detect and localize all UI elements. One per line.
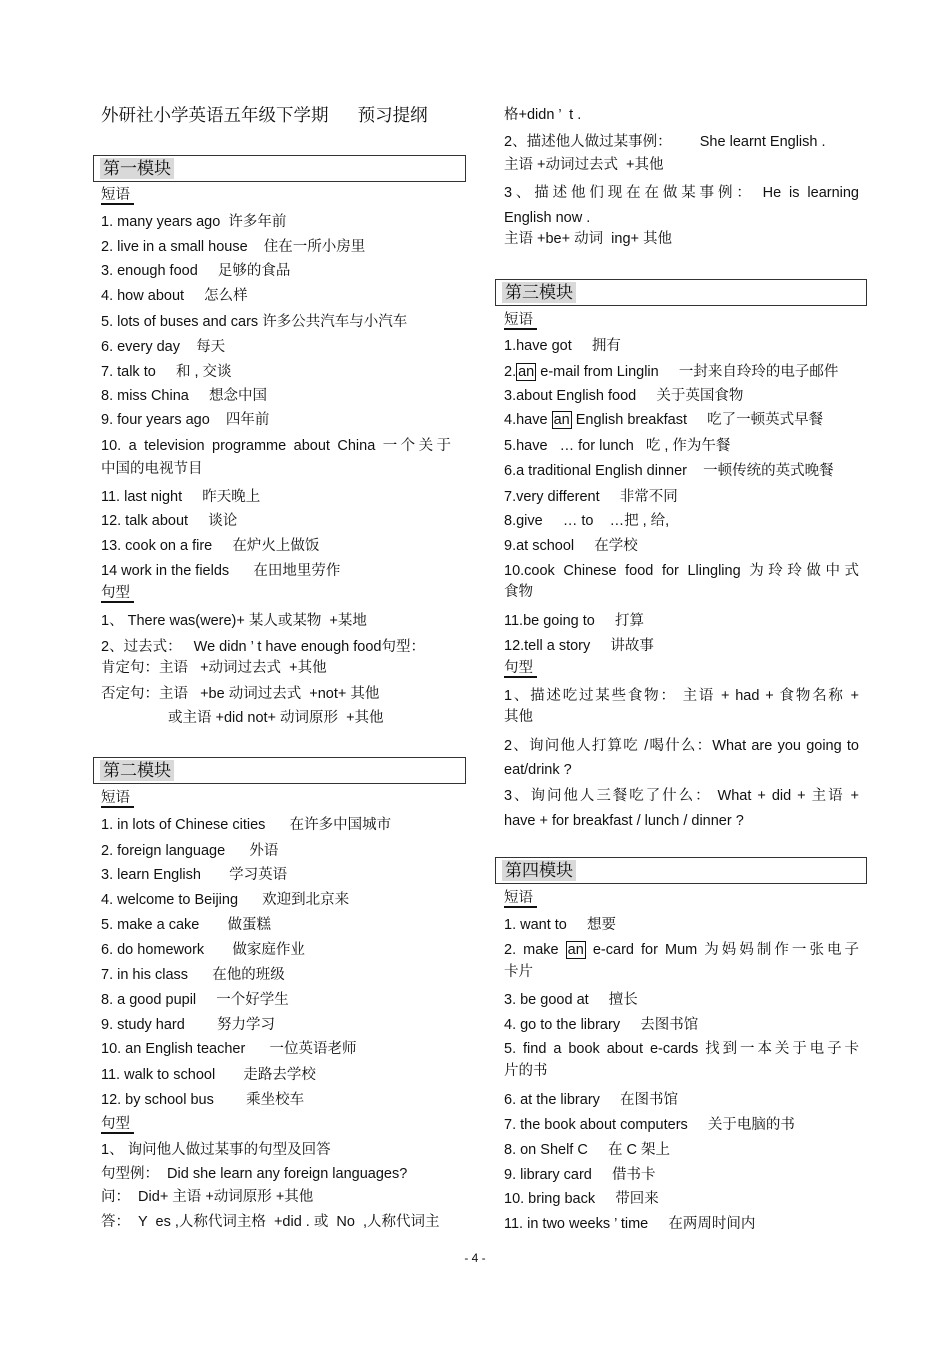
- phrase-line: 7. in his class 在他的班级: [101, 967, 285, 983]
- phrase-line: 10. a television programme about China 一个关于: [101, 438, 451, 454]
- line-text: e-card for Mum 为妈妈制作一张电子: [585, 942, 860, 958]
- phrase-line: 11.be going to 打算: [504, 613, 644, 629]
- pattern-line: 2、询问他人打算吃 /喝什么：What are you going to: [504, 738, 859, 754]
- module-heading-box: [495, 279, 867, 306]
- phrases-label-text: 短语: [101, 187, 134, 205]
- pattern-line: 其他: [504, 709, 533, 725]
- phrase-line: 食物: [504, 584, 533, 600]
- line-text: 4.have: [504, 412, 552, 428]
- phrase-line: 9. library card 借书卡: [504, 1167, 656, 1183]
- phrases-label: [504, 310, 537, 330]
- module-heading-box: [495, 857, 867, 884]
- phrase-line: [504, 410, 823, 430]
- phrase-line: 1. want to 想要: [504, 917, 617, 933]
- pattern-line: 格+didn ’ t .: [504, 107, 582, 123]
- phrase-line: 6. at the library 在图书馆: [504, 1092, 679, 1108]
- patterns-label-text: 句型: [101, 585, 134, 603]
- phrase-line: 9.at school 在学校: [504, 538, 638, 554]
- phrase-line: 7. talk to 和 , 交谈: [101, 364, 232, 380]
- phrase-line: 2. live in a small house 住在一所小房里: [101, 239, 366, 255]
- phrase-line: 14 work in the fields 在田地里劳作: [101, 563, 341, 579]
- line-text: 2.: [504, 364, 517, 380]
- phrase-line: 12. by school bus 乘坐校车: [101, 1092, 305, 1108]
- line-text: English breakfast 吃了一顿英式早餐: [571, 412, 824, 428]
- module-heading: 第二模块: [100, 760, 174, 781]
- phrase-line: 4. go to the library 去图书馆: [504, 1017, 699, 1033]
- phrase-line: 5. make a cake 做蛋糕: [101, 917, 272, 933]
- phrase-line: 1. many years ago 许多年前: [101, 214, 287, 230]
- phrase-line: 8. on Shelf C 在 C 架上: [504, 1142, 670, 1158]
- phrases-label: [101, 185, 134, 205]
- phrase-line: 12.tell a story 讲故事: [504, 638, 654, 654]
- phrase-line: 片的书: [504, 1063, 548, 1079]
- phrase-line: 卡片: [504, 964, 533, 980]
- boxed-word: an: [553, 412, 570, 428]
- module-heading-box: [93, 155, 466, 182]
- phrase-line: 5.have … for lunch 吃 , 作为午餐: [504, 438, 731, 454]
- phrase-line: 9. four years ago 四年前: [101, 412, 270, 428]
- pattern-line: 或主语 +did not+ 动词原形 +其他: [168, 710, 384, 726]
- phrase-line: 2. foreign language 外语: [101, 843, 279, 859]
- module-heading-box: [93, 757, 466, 784]
- phrase-line: 3. be good at 擅长: [504, 992, 638, 1008]
- pattern-line: 句型例： Did she learn any foreign languages?: [101, 1166, 408, 1182]
- phrase-line: 7.very different 非常不同: [504, 489, 678, 505]
- phrase-line: 3. learn English 学习英语: [101, 867, 288, 883]
- pattern-line: 答： Y es ,人称代词主格 +did . 或 No ,人称代词主: [101, 1214, 440, 1230]
- phrase-line: 6. every day 每天: [101, 339, 226, 355]
- pattern-line: 肯定句：主语 +动词过去式 +其他: [101, 660, 327, 676]
- pattern-line: 1、描述吃过某些食物： 主语 + had + 食物名称 +: [504, 688, 859, 704]
- patterns-label-text: 句型: [101, 1116, 134, 1134]
- boxed-word: an: [567, 942, 584, 958]
- module-heading: 第四模块: [502, 860, 576, 881]
- module-heading: 第三模块: [502, 282, 576, 303]
- pattern-line: 主语 +动词过去式 +其他: [504, 157, 664, 173]
- pattern-line: 1、 There was(were)+ 某人或某物 +某地: [101, 613, 367, 629]
- phrase-line: 10. an English teacher 一位英语老师: [101, 1041, 357, 1057]
- phrase-line: 3. enough food 足够的食品: [101, 263, 291, 279]
- phrase-line: 4. how about 怎么样: [101, 288, 248, 304]
- phrase-line: 3.about English food 关于英国食物: [504, 388, 744, 404]
- module-heading: 第一模块: [100, 158, 174, 179]
- phrase-line: 5. find a book about e-cards 找到一本关于电子卡: [504, 1041, 859, 1057]
- phrase-line: 4. welcome to Beijing 欢迎到北京来: [101, 892, 350, 908]
- phrase-line: 1.have got 拥有: [504, 338, 621, 354]
- pattern-line: 3、描述他们现在在做某事例： He is learning: [504, 185, 859, 201]
- pattern-line: English now .: [504, 210, 591, 226]
- phrase-line: [504, 940, 859, 960]
- pattern-line: eat/drink ?: [504, 762, 572, 778]
- phrase-line: 11. walk to school 走路去学校: [101, 1067, 316, 1083]
- phrase-line: 10.cook Chinese food for Llingling 为玲玲做中式: [504, 563, 859, 579]
- phrase-line: 6. do homework 做家庭作业: [101, 942, 305, 958]
- document-title: 外研社小学英语五年级下学期 预习提纲: [101, 105, 428, 125]
- patterns-label: [504, 658, 537, 678]
- phrase-line: 8. miss China 想念中国: [101, 388, 267, 404]
- phrases-label: [504, 888, 537, 908]
- pattern-line: 3、询问他人三餐吃了什么： What + did + 主语 +: [504, 788, 859, 804]
- phrase-line: [504, 362, 838, 382]
- patterns-label-text: 句型: [504, 660, 537, 678]
- phrase-line: 12. talk about 谈论: [101, 513, 238, 529]
- patterns-label: [101, 583, 134, 603]
- phrase-line: 10. bring back 带回来: [504, 1191, 659, 1207]
- phrases-label-text: 短语: [101, 790, 134, 808]
- phrases-label: [101, 788, 134, 808]
- boxed-word: an: [518, 364, 535, 380]
- pattern-line: 问： Did+ 主语 +动词原形 +其他: [101, 1189, 314, 1205]
- line-text: 2. make: [504, 942, 566, 958]
- pattern-line: 主语 +be+ 动词 ing+ 其他: [504, 231, 673, 247]
- phrase-line: 11. last night 昨天晚上: [101, 489, 261, 505]
- pattern-line: 2、描述他人做过某事例： She learnt English .: [504, 134, 826, 150]
- phrase-line: 9. study hard 努力学习: [101, 1017, 276, 1033]
- phrase-line: 1. in lots of Chinese cities 在许多中国城市: [101, 817, 392, 833]
- phrase-line: 8. a good pupil 一个好学生: [101, 992, 289, 1008]
- phrases-label-text: 短语: [504, 312, 537, 330]
- phrase-line: 7. the book about computers 关于电脑的书: [504, 1117, 795, 1133]
- pattern-line: 1、 询问他人做过某事的句型及回答: [101, 1142, 331, 1158]
- phrase-line: 5. lots of buses and cars 许多公共汽车与小汽车: [101, 314, 408, 330]
- phrase-line: 13. cook on a fire 在炉火上做饭: [101, 538, 320, 554]
- phrase-line: 11. in two weeks ’ time 在两周时间内: [504, 1216, 756, 1232]
- phrase-line: 6.a traditional English dinner 一顿传统的英式晚餐: [504, 463, 834, 479]
- line-text: e-mail from Linglin 一封来自玲玲的电子邮件: [536, 364, 839, 380]
- patterns-label: [101, 1114, 134, 1134]
- phrase-line: 中国的电视节目: [101, 461, 203, 477]
- pattern-line: 否定句：主语 +be 动词过去式 +not+ 其他: [101, 686, 380, 702]
- phrase-line: 8.give … to …把 , 给,: [504, 513, 670, 529]
- pattern-line: 2、过去式： We didn ’ t have enough food句型：: [101, 639, 425, 655]
- pattern-line: have + for breakfast / lunch / dinner ?: [504, 813, 744, 829]
- page-number: - 4 -: [464, 1251, 486, 1265]
- phrases-label-text: 短语: [504, 890, 537, 908]
